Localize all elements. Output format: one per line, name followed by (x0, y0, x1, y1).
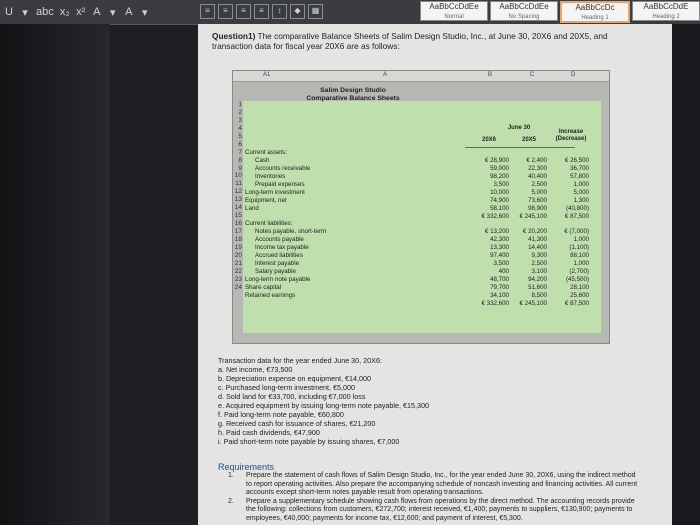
cell-value: 48,700 (490, 276, 509, 283)
column-header-c: C (530, 72, 535, 78)
row-number: 21 (234, 259, 242, 267)
table-row (245, 244, 601, 252)
superscript-icon[interactable]: x² (76, 6, 86, 18)
cell-value: 22,300 (528, 164, 547, 172)
cell-value: € 245,100 (519, 299, 547, 307)
style-no-spacing[interactable]: AaBbCcDdEe No Spacing (490, 1, 558, 21)
row-label: Cash (255, 156, 270, 164)
table-row (245, 260, 601, 268)
table-row (245, 292, 601, 300)
cell-value: 98,200 (490, 172, 509, 180)
row-numbers (233, 101, 243, 292)
transaction-item: i. Paid short-term note payable by issuing shares, €7,000 (218, 437, 400, 446)
table-row (245, 149, 601, 157)
cell-value: 94,200 (528, 276, 547, 283)
row-number: 6 (238, 140, 242, 148)
statement-name: Comparative Balance Sheets (306, 95, 400, 102)
row-label: Current liabilities: (245, 220, 293, 228)
row-label: Interest payable (255, 260, 300, 268)
table-row (245, 173, 601, 181)
year2-header: 20X5 (521, 137, 536, 143)
window-background (0, 24, 110, 525)
chevron-down-icon[interactable]: ▾ (109, 6, 116, 19)
balance-sheet-rows (245, 149, 601, 316)
transaction-list (218, 365, 638, 446)
row-label: Inventories (255, 172, 286, 180)
justify-icon[interactable]: ≡ (254, 4, 269, 19)
window-background-right (672, 24, 700, 525)
table-row (245, 300, 601, 308)
row-number: 9 (238, 164, 242, 172)
row-number: 3 (238, 116, 242, 124)
cell-reference: A1 (263, 72, 271, 78)
cell-value: 400 (498, 268, 509, 276)
cell-value: 28,100 (570, 283, 589, 291)
row-number: 16 (234, 220, 242, 228)
cell-value: € 26,500 (564, 156, 589, 164)
question-label: Question1) (212, 31, 256, 41)
row-label: Share capital (245, 283, 282, 291)
requirement-item (218, 472, 638, 498)
transaction-item: g. Received cash for issuance of shares, €21,200 (218, 419, 376, 428)
cell-value: 73,600 (528, 196, 547, 204)
row-number: 1 (238, 101, 242, 108)
transaction-data (218, 356, 638, 446)
row-number: 19 (234, 243, 242, 251)
row-number: 18 (234, 235, 242, 243)
row-label: Current assets: (245, 149, 287, 156)
column-header-a: A (383, 72, 388, 78)
requirement-text: Prepare the statement of cash flows of Salim Design Studio, Inc., for the year ended June 30, 20X6, using the indirect method to report operating activities. Also prepare the accompanying schedule of noncash investing and financing activities. All current accounts except short-term notes payable result from operating transactions. (246, 472, 638, 497)
table-row (245, 213, 601, 221)
row-number: 2 (238, 108, 242, 116)
transaction-item: d. Sold land for €33,700, including €7,000 loss (218, 392, 366, 401)
subscript-icon[interactable]: x₂ (59, 6, 70, 18)
balance-sheet-image (232, 70, 610, 344)
row-number: 23 (234, 275, 242, 283)
cell-value: 8,500 (531, 291, 547, 299)
chevron-down-icon[interactable]: ▾ (22, 6, 28, 19)
row-label: Long-term note payable (245, 276, 311, 283)
transaction-title: Transaction data for the year ended June 30, 20X6: (218, 356, 382, 365)
text-effects-icon[interactable]: A (93, 6, 101, 18)
cell-value: 2,500 (531, 260, 547, 268)
font-color-icon[interactable]: A (125, 6, 133, 18)
cell-value: (45,500) (565, 276, 589, 283)
row-label: Salary payable (255, 268, 296, 276)
table-row (245, 284, 601, 292)
year1-header: 20X6 (481, 137, 496, 143)
column-header-b: B (488, 72, 493, 78)
style-normal[interactable]: AaBbCcDdEe Normal (420, 1, 488, 21)
transaction-item: c. Purchased long-term investment, €5,000 (218, 383, 356, 392)
cell-value: € 332,600 (481, 212, 509, 220)
cell-value: 14,400 (528, 244, 547, 252)
transaction-item: b. Depreciation expense on equipment, €14,000 (218, 374, 372, 383)
row-number: 12 (234, 188, 242, 196)
cell-value: 98,900 (528, 204, 547, 212)
cell-value: 42,300 (490, 236, 509, 244)
paragraph-toolbar (200, 4, 323, 19)
table-row (245, 181, 601, 189)
header-rule (465, 147, 575, 148)
row-number: 8 (238, 156, 242, 164)
align-center-icon[interactable]: ≡ (218, 4, 233, 19)
requirement-number: 1. (228, 472, 234, 479)
cell-value: 34,100 (490, 291, 509, 299)
cell-value: 3,500 (493, 180, 509, 188)
question-body: The comparative Balance Sheets of Salim Design Studio, Inc., at June 30, 20X6 and 20X5, and transaction data for fiscal year 20X6 are as follows: (212, 31, 608, 51)
table-row (245, 197, 601, 205)
cell-value: € 332,600 (481, 299, 509, 307)
cell-value: 41,300 (528, 236, 547, 244)
row-label: Retained earnings (245, 291, 296, 299)
chevron-down-icon[interactable]: ▾ (141, 6, 148, 19)
cell-value: € 87,500 (564, 212, 589, 220)
cell-value: 1,300 (573, 196, 589, 204)
requirements-title: Requirements (218, 462, 275, 472)
cell-value: 88,100 (570, 252, 589, 260)
cell-value: 3,100 (531, 268, 547, 276)
row-number: 10 (234, 172, 242, 180)
table-row (245, 189, 601, 197)
row-number: 11 (235, 180, 242, 188)
row-label: Land (245, 204, 259, 212)
row-number: 20 (234, 251, 242, 259)
spreadsheet-header (233, 71, 609, 82)
cell-value: 57,800 (570, 172, 589, 180)
row-label: Accounts receivable (255, 164, 311, 172)
table-row (245, 157, 601, 165)
cell-value: 59,000 (490, 164, 509, 172)
font-format-toolbar (4, 4, 150, 20)
row-number: 17 (234, 228, 242, 235)
cell-value: € (7,000) (564, 228, 589, 236)
row-number: 22 (234, 267, 242, 275)
cell-value: 13,300 (490, 244, 509, 252)
cell-value: € 13,200 (484, 228, 509, 236)
row-label: Prepaid expenses (255, 180, 305, 188)
row-number: 15 (234, 212, 242, 220)
cell-value: 1,000 (573, 236, 589, 244)
requirement-item (218, 498, 638, 524)
transaction-item: f. Paid long-term note payable, €60,800 (218, 410, 344, 419)
company-name: Salim Design Studio (320, 87, 386, 94)
table-row (245, 252, 601, 260)
row-label: Equipment, net (245, 196, 287, 204)
table-row (245, 165, 601, 173)
row-number: 13 (234, 196, 242, 204)
cell-value: € 20,200 (522, 228, 547, 236)
cell-value: 25,600 (570, 291, 589, 299)
requirement-text: Prepare a supplementary schedule showing cash flows from operations by the direct method. The accounting records provide the following: collections from customers, €272,700; interest received, €1,400; payments to suppliers, €130,900; payments to employees, €40,000; payments for income tax, €12,600; and payment of interest, €5,300. (246, 497, 635, 522)
align-left-icon[interactable]: ≡ (200, 4, 215, 19)
cell-value: 5,000 (531, 188, 547, 196)
transaction-item: e. Acquired equipment by issuing long-term note payable, €15,300 (218, 401, 429, 410)
statement-title (293, 87, 413, 103)
table-row (245, 308, 601, 316)
table-row (245, 276, 601, 284)
change-header: Increase (Decrease) (555, 129, 587, 142)
word-ribbon (0, 0, 700, 25)
cell-value: 1,000 (573, 260, 589, 268)
requirement-number: 2. (228, 497, 234, 505)
row-number: 4 (238, 124, 242, 132)
requirements-section (218, 462, 638, 524)
cell-value: 74,900 (490, 196, 509, 204)
cell-value: 3,500 (493, 260, 509, 268)
shading-icon[interactable]: ◆ (290, 4, 305, 19)
cell-value: 2,500 (531, 180, 547, 188)
row-label: Accrued liabilities (255, 252, 303, 260)
cell-value: 1,000 (573, 180, 589, 188)
row-number: 14 (234, 204, 242, 212)
row-label: Accounts payable (255, 236, 304, 244)
align-right-icon[interactable]: ≡ (236, 4, 251, 19)
row-number: 7 (238, 148, 242, 156)
table-row (245, 236, 601, 244)
transaction-item: h. Paid cash dividends, €47,900 (218, 428, 320, 437)
row-label: Notes payable, short-term (255, 228, 327, 236)
styles-gallery (420, 1, 700, 23)
cell-value: 40,400 (528, 172, 547, 180)
document-page[interactable] (198, 24, 672, 525)
cell-value: (2,700) (569, 268, 589, 276)
table-row (245, 228, 601, 236)
row-label: Income tax payable (255, 244, 309, 252)
cell-value: € 245,100 (519, 212, 547, 220)
cell-value: 9,300 (531, 252, 547, 260)
borders-icon[interactable]: ▦ (308, 4, 323, 19)
cell-value: 79,700 (490, 283, 509, 291)
style-heading-1[interactable]: AaBbCcDc Heading 1 (560, 1, 630, 23)
cell-value: € 87,500 (564, 299, 589, 307)
cell-value: 36,700 (570, 164, 589, 172)
cell-value: € 28,900 (484, 156, 509, 164)
cell-value: € 2,400 (526, 156, 547, 164)
cell-value: (40,800) (565, 204, 589, 212)
table-row (245, 205, 601, 213)
cell-value: (1,100) (569, 244, 589, 252)
table-row (245, 268, 601, 276)
column-header-d: D (571, 72, 576, 78)
cell-value: 97,400 (490, 252, 509, 260)
style-heading-2[interactable]: AaBbCcDdE Heading 2 (632, 1, 700, 21)
table-row (245, 220, 601, 228)
underline-icon[interactable]: U (5, 6, 13, 18)
cell-value: 58,100 (490, 204, 509, 212)
cell-value: 5,000 (573, 188, 589, 196)
row-number: 24 (234, 283, 242, 291)
row-number: 5 (238, 132, 242, 140)
question-text (212, 31, 612, 51)
cell-value: 10,000 (490, 188, 509, 196)
strikethrough-icon[interactable]: abc (36, 6, 54, 18)
cell-value: 51,600 (528, 283, 547, 291)
period-header: June 30 (507, 125, 531, 131)
line-spacing-icon[interactable]: ↕ (272, 4, 287, 19)
transaction-item: a. Net income, €73,500 (218, 365, 293, 374)
row-label: Long-term investment (245, 188, 305, 196)
